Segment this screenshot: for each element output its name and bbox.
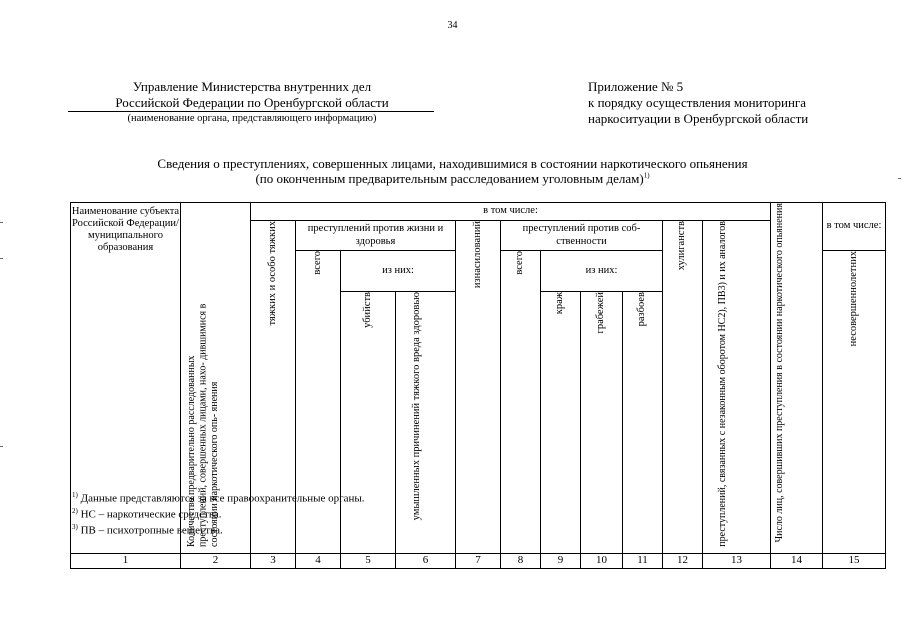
org-underline xyxy=(68,111,434,112)
col-header-grievous-harm: умышленных причинений тяжкого вреда здоровью xyxy=(396,291,456,553)
column-number: 4 xyxy=(296,553,341,568)
appendix-line3: наркоситуации в Оренбургской области xyxy=(588,111,809,126)
col-header-drug-crimes: преступлений, связанных с незаконным оборотом НС2), ПВ3) и их аналогов xyxy=(703,221,771,554)
footnote-3: $^{3)}$ ПВ – психотропные вещества. xyxy=(72,523,223,537)
col-header-life-total: всего xyxy=(296,251,341,554)
margin-mark xyxy=(898,178,901,179)
life-of-them-header: из них: xyxy=(341,251,456,292)
margin-mark xyxy=(0,258,3,259)
property-crimes-header: преступлений против соб- ственности xyxy=(501,221,663,251)
col-header-grave: тяжких и особо тяжких xyxy=(251,221,296,554)
column-number: 10 xyxy=(581,553,623,568)
col-header-persons: Число лиц, совершивших преступления в состоянии наркотического опьянения xyxy=(771,203,823,554)
life-crimes-header: преступлений против жизни и здоровья xyxy=(296,221,456,251)
column-number: 12 xyxy=(663,553,703,568)
appendix-line2: к порядку осуществления мониторинга xyxy=(588,95,807,110)
col-header-minors: несовершеннолетних xyxy=(823,251,886,554)
column-number: 2 xyxy=(181,553,251,568)
column-number: 15 xyxy=(823,553,886,568)
column-number: 1 xyxy=(71,553,181,568)
col-header-count: Количество предварительно расследованных преступлений, совершенных лицами, нахо- дившимися в состоянии наркотического опь- янения xyxy=(181,203,251,554)
property-of-them-header: из них: xyxy=(541,251,663,292)
appendix-title: Приложение № 5 xyxy=(588,79,684,94)
column-number: 14 xyxy=(771,553,823,568)
col-header-thefts: краж xyxy=(541,291,581,553)
column-number: 9 xyxy=(541,553,581,568)
column-number: 3 xyxy=(251,553,296,568)
margin-mark xyxy=(0,222,3,223)
column-number: 7 xyxy=(456,553,501,568)
page-number: 34 xyxy=(447,20,458,31)
document-title-line2: (по оконченным предварительным расследованием уголовным делам)$^{1)}$ xyxy=(255,171,650,186)
col-header-murders: убийств xyxy=(341,291,396,553)
org-name-line1: Управление Министерства внутренних дел xyxy=(132,79,372,94)
org-caption: (наименование органа, представляющего информацию) xyxy=(127,113,377,124)
title-footnote-mark: 1) xyxy=(643,171,650,180)
in-total-header: в том числе: xyxy=(251,203,771,221)
col-header-robberies: грабежей xyxy=(581,291,623,553)
column-number: 6 xyxy=(396,553,456,568)
document-title-line1: Сведения о преступлениях, совершенных лицами, находившимися в состоянии наркотического опьянения xyxy=(157,156,748,171)
col-header-hooliganism: хулиганств xyxy=(663,221,703,554)
org-name-line2: Российской Федерации по Оренбургской области xyxy=(115,95,389,110)
col-header-assaults: разбоев xyxy=(623,291,663,553)
footnote-1: $^{1)}$ Данные представляются за все правоохранительные органы. xyxy=(72,491,365,505)
column-number: 11 xyxy=(623,553,663,568)
margin-mark xyxy=(0,446,3,447)
col-header-subject: Наименование субъекта Российской Федерации/ муниципального образования xyxy=(71,203,181,554)
column-number: 13 xyxy=(703,553,771,568)
col-header-rapes: изнасилований xyxy=(456,221,501,554)
footnote-2: $^{2)}$ НС – наркотические средства. xyxy=(72,507,222,521)
column-numbers-row xyxy=(71,553,886,568)
col-header-property-total: всего xyxy=(501,251,541,554)
in-total-header-2: в том числе: xyxy=(823,203,886,251)
column-number: 8 xyxy=(501,553,541,568)
column-number: 5 xyxy=(341,553,396,568)
